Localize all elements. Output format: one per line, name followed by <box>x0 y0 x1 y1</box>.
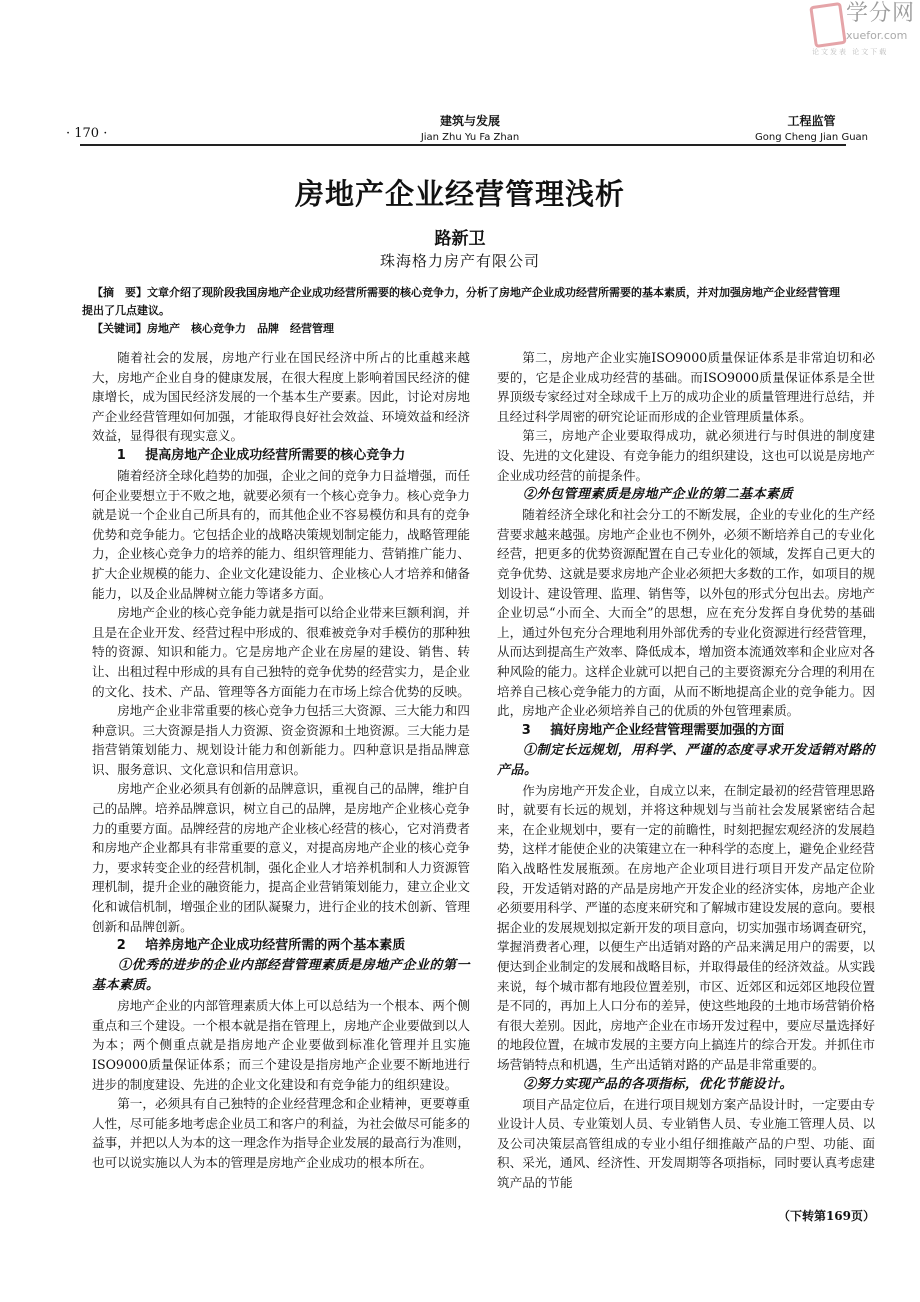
journal-name-cn: 建筑与发展 <box>439 114 500 128</box>
article-title: 房地产企业经营管理浅析 <box>294 177 625 211</box>
keywords-label: 【关键词】 <box>92 322 147 335</box>
section-heading-1 <box>92 446 470 466</box>
section-heading-3 <box>497 721 875 741</box>
header-rule <box>80 144 846 146</box>
subsection-heading: ②外包管理素质是房地产企业的第二基本素质 <box>523 487 794 503</box>
right-column <box>497 348 875 1225</box>
paragraph: 随着社会的发展，房地产行业在国民经济中所占的比重越来越大，房地产企业自身的健康发展，在很大程度上影响着国民经济的健康增长，成为国民经济发展的一个基本生产要素。因此，讨论对房地产企业经营管理如何加强，才能取得良好社会效益、环境效益和经济效益，显得很有现实意义。 <box>92 350 470 444</box>
section-tag-pinyin: Gong Cheng Jian Guan <box>755 132 868 143</box>
subsection-heading: ①制定长远规划，用科学、严谨的态度寻求开发适销对路的产品。 <box>497 742 875 778</box>
logo-slogan: 论文发表 论文下载 <box>812 48 889 56</box>
logo-domain: xuefor.com <box>846 29 908 42</box>
paragraph: 房地产企业的核心竞争能力就是指可以给企业带来巨额利润，并且是在企业开发、经营过程中形成的、很难被竞争对手模仿的那种独特的资源、知识和能力。它是房地产企业在房屋的建设、销售、转让、出租过程中形成的具有自己独特的竞争优势的经营实力，是企业的文化、技术、产品、管理等各方面能力在市场上综合优势的反映。 <box>92 605 470 699</box>
section-number: 2 <box>116 938 126 954</box>
article-author: 路新卫 <box>434 229 486 249</box>
paragraph: 随着经济全球化趋势的加强，企业之间的竞争力日益增强，而任何企业要想立于不败之地，就要必须有一个核心竞争力。核心竞争力就是说一个企业自己所具有的，而其他企业不容易模仿和具有的竞争优势和竞争能力。它包括企业的战略决策规划制定能力，战略管理能力，企业核心竞争力的培养的能力、组织管理能力、营销推广能力、扩大企业规模的能力、企业文化建设能力、企业核心人才培养和储备能力，以及企业品牌树立能力等诸多方面。 <box>92 467 470 601</box>
logo-name: 学分网 <box>846 1 916 26</box>
section-title: 提高房地产企业成功经营所需要的核心竞争力 <box>145 447 406 463</box>
keywords-text: 房地产 核心竞争力 品牌 经营管理 <box>147 322 334 335</box>
keywords <box>82 320 848 338</box>
author-affiliation: 珠海格力房产有限公司 <box>379 252 540 270</box>
abstract-block <box>82 284 848 338</box>
abstract-text: 文章介绍了现阶段我国房地产企业成功经营所需要的核心竞争力，分析了房地产企业成功经营所需要的基本素质，并对加强房地产企业经营管理提出了几点建议。 <box>82 286 840 317</box>
paragraph: 房地产企业的内部管理素质大体上可以总结为一个根本、两个侧重点和三个建设。一个根本就是指在管理上，房地产企业要做到以人为本；两个侧重点就是指房地产企业要做到标准化管理并且实施ISO9000质量保证体系；而三个建设是指房地产企业要不断地进行进步的制度建设、先进的企业文化建设和有竞争能力的组织建设。 <box>92 998 470 1092</box>
section-heading-2 <box>92 936 470 956</box>
abstract-label: 【摘 要】 <box>92 286 147 299</box>
left-column <box>92 348 470 1173</box>
paragraph: 项目产品定位后，在进行项目规划方案产品设计时，一定要由专业设计人员、专业策划人员、专业销售人员、专业施工管理人员、以及公司决策层高管组成的专业小组仔细推敲产品的户型、功能、面积、采光，通风、经济性、开发周期等各项指标，同时要认真考虑建筑产品的节能 <box>497 1096 875 1190</box>
continued-note: （下转第169页） <box>777 1208 875 1223</box>
abstract <box>82 284 848 320</box>
page-number: · 170 · <box>66 126 108 141</box>
section-tag <box>755 112 868 143</box>
journal-name <box>340 112 600 143</box>
paragraph: 作为房地产开发企业，自成立以来，在制定最初的经营管理思路时，就要有长远的规划，并将这种规划与当前社会发展紧密结合起来，在企业规划中，要有一定的前瞻性，时刻把握宏观经济的发展趋势，这样才能使企业的决策建立在一种科学的态度上，避免企业经营陷入战略性发展瓶颈。在房地产企业项目进行项目开发产品定位阶段，开发适销对路的产品是房地产开发企业的经济实体，房地产企业必须要用科学、严谨的态度来研究和了解城市建设发展的意向。要根据企业的发展规划拟定新开发的项目意向，切实加强市场调查研究，掌握消费者心理，以便生产出适销对路的产品来满足用户的需要，以便达到企业制定的发展和战略目标，并取得最佳的经济效益。从实践来说，每个城市都有地段位置差别，市区、近郊区和远郊区地段位置是不同的，再加上人口分布的差异，使这些地段的土地市场营销价格有很大差别。因此，房地产企业在市场开发过程中，要应尽量选择好的地段位置，在城市发展的主要方向上搞连片的综合开发。并抓住市场营销特点和机遇，生产出适销对路的产品是非常重要的。 <box>497 782 875 1072</box>
section-tag-cn: 工程监管 <box>787 114 836 128</box>
paragraph: 第三，房地产企业要取得成功，就必须进行与时俱进的制度建设、先进的文化建设、有竞争能力的组织建设，这也可以说是房地产企业成功经营的前提条件。 <box>497 428 875 483</box>
subsection-heading: ①优秀的进步的企业内部经营管理素质是房地产企业的第一基本素质。 <box>92 958 470 994</box>
section-title: 培养房地产企业成功经营所需的两个基本素质 <box>145 938 406 954</box>
paragraph: 房地产企业非常重要的核心竞争力包括三大资源、三大能力和四种意识。三大资源是指人力资源、资金资源和土地资源。三大能力是指营销策划能力、规划设计能力和创新能力。四种意识是指品牌意识、服务意识、文化意识和信用意识。 <box>92 703 470 777</box>
logo-mark-icon <box>809 2 847 48</box>
section-number: 1 <box>116 447 126 463</box>
xuefor-watermark-logo <box>812 2 916 62</box>
section-number: 3 <box>521 722 531 738</box>
paragraph: 随着经济全球化和社会分工的不断发展，企业的专业化的生产经营要求越来越强。房地产企业也不例外，必须不断培养自己的专业化经营，把更多的优势资源配置在自己专业化的领域，发挥自己更大的竞争优势、这就是要求房地产企业必须把大多数的工作，如项目的规划设计、建设管理、监理、销售等，以外包的形式分包出去。房地产企业切忌“小而全、大而全”的思想，应在充分发挥自身优势的基础上，通过外包充分合理地利用外部优秀的专业化资源进行经营管理，从而达到提高生产效率、降低成本，增加资本流通效率和企业应对各种风险的能力。这样企业就可以把自己的主要资源充分合理的利用在培养自己核心竞争能力的方面，从而不断地提高企业的竞争能力。因此，房地产企业必须培养自己的优质的外包管理素质。 <box>497 507 875 719</box>
subsection-heading: ②努力实现产品的各项指标，优化节能设计。 <box>523 1076 794 1092</box>
section-title: 搞好房地产企业经营管理需要加强的方面 <box>550 722 785 738</box>
journal-name-pinyin: Jian Zhu Yu Fa Zhan <box>420 132 520 143</box>
paragraph: 房地产企业必须具有创新的品牌意识，重视自己的品牌，维护自己的品牌。培养品牌意识，树立自己的品牌，是房地产企业核心竞争力的重要方面。品牌经营的房地产企业核心经营的核心，它对消费者和房地产企业都具有非常重要的意义，对提高房地产企业的核心竞争力，要求转变企业的经营机制，强化企业人才培养机制和人力资源管理机制，提升企业的融资能力，提高企业营销策划能力，建立企业文化和诚信机制，增强企业的团队凝聚力，进行企业的技术创新、管理创新和品牌创新。 <box>92 781 470 934</box>
paragraph: 第一，必须具有自己独特的企业经营理念和企业精神，更要尊重人性，尽可能多地考虑企业员工和客户的利益，为社会做尽可能多的益事，并把以人为本的这一理念作为指导企业发展的最高行为准则，也可以说实施以人为本的管理是房地产企业成功的根本所在。 <box>92 1096 470 1170</box>
paragraph: 第二，房地产企业实施ISO9000质量保证体系是非常迫切和必要的，它是企业成功经营的基础。而ISO9000质量保证体系是全世界顶级专家经过对全球成千上万的成功企业的质量管理进行总结，并且经过科学周密的研究论证而形成的企业管理质量体系。 <box>497 350 875 424</box>
